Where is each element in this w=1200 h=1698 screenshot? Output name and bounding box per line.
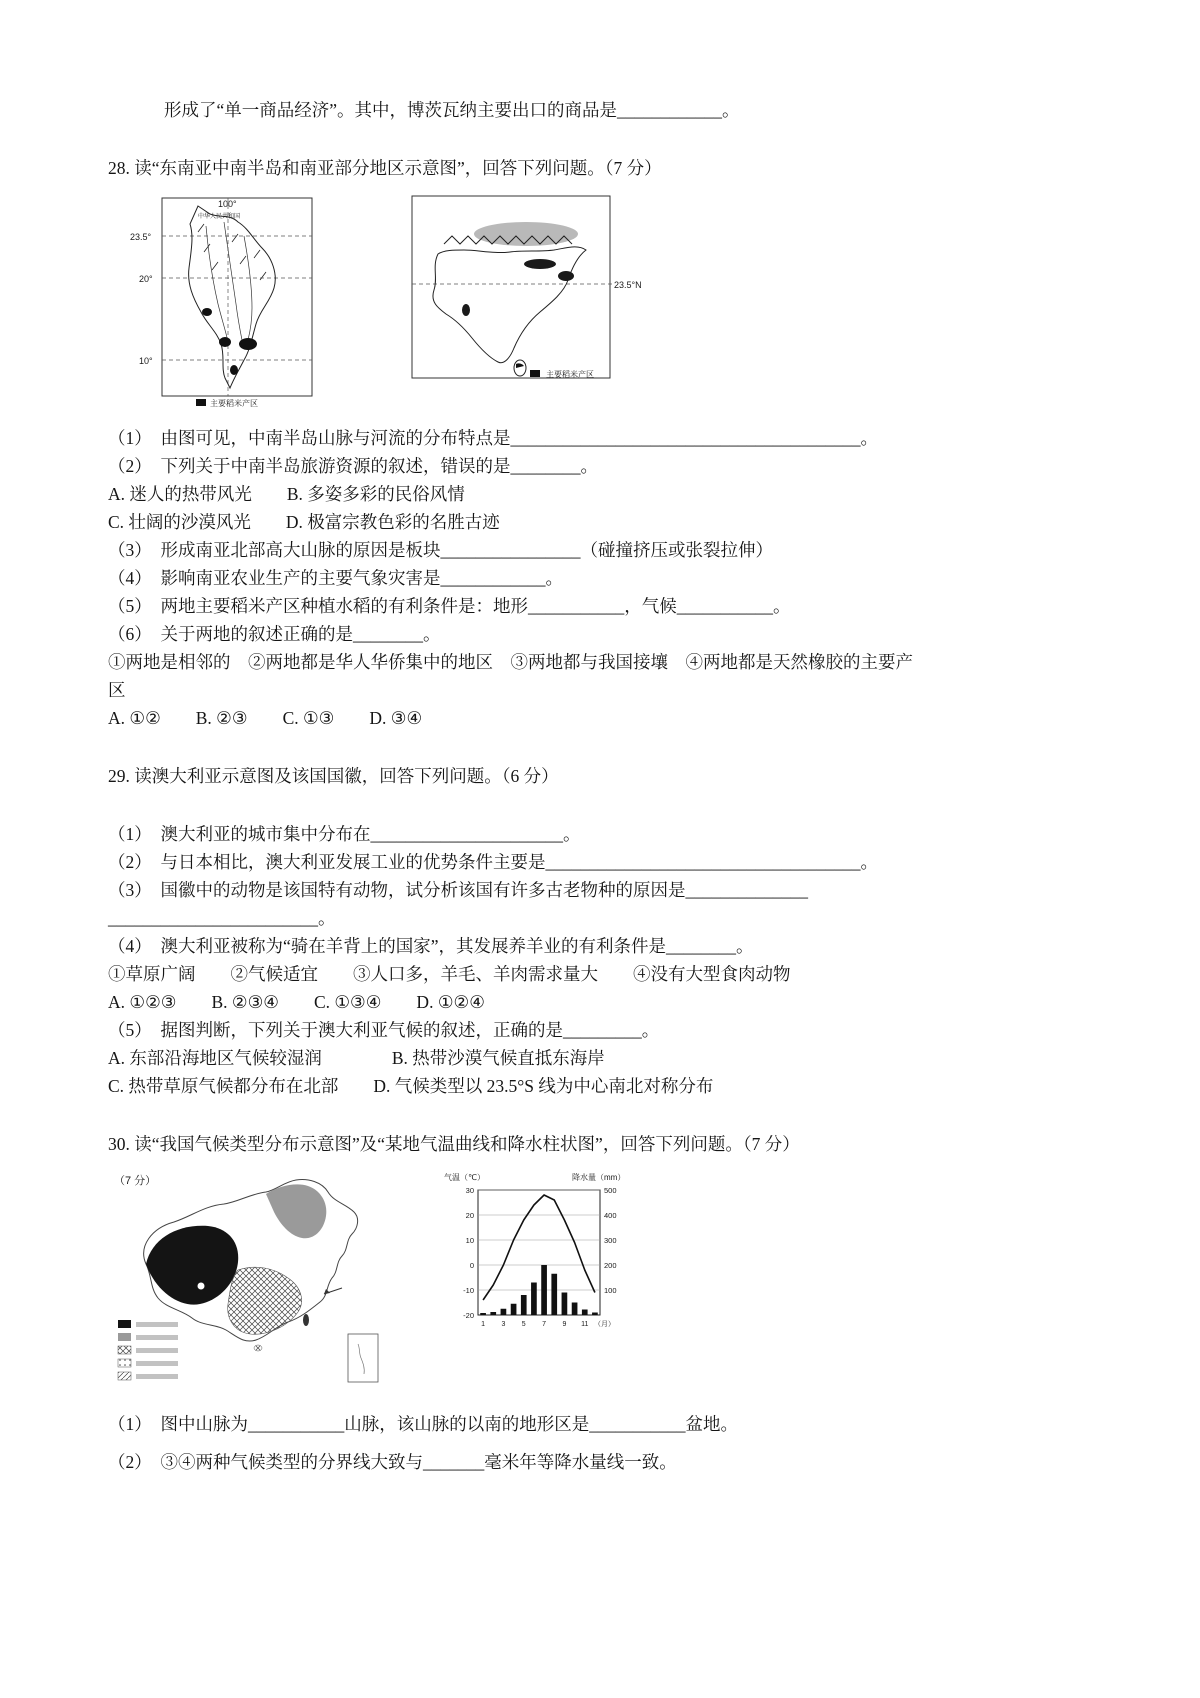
map1-legend-label: 主要稻米产区 bbox=[210, 399, 258, 408]
svg-text:200: 200 bbox=[604, 1261, 617, 1270]
map2-lat-label: 23.5°N bbox=[614, 280, 642, 290]
svg-text:气温（℃）: 气温（℃） bbox=[444, 1173, 485, 1182]
map1-country-label: 中华人民共和国 bbox=[198, 214, 241, 220]
map-china-climate bbox=[108, 1168, 396, 1396]
q30-sub-1: （1） 图中山脉为___________山脉，该山脉的以南的地形区是___________盆地。 bbox=[108, 1414, 738, 1434]
q28-figures bbox=[108, 192, 1105, 410]
svg-text:1: 1 bbox=[481, 1321, 486, 1328]
map-indochina bbox=[128, 192, 320, 410]
q28-sub-4: （4） 影响南亚农业生产的主要气象灾害是____________。 bbox=[108, 568, 563, 588]
map2-legend-label: 主要稻米产区 bbox=[546, 370, 594, 379]
climate-chart bbox=[440, 1168, 646, 1340]
map1-lat-label-10: 10° bbox=[139, 356, 153, 366]
svg-text:9: 9 bbox=[562, 1321, 567, 1328]
svg-text:7: 7 bbox=[542, 1321, 547, 1328]
q29-sub-3-wrap: ________________________。 bbox=[108, 908, 336, 928]
q28-title: 28. 读“东南亚中南半岛和南亚部分地区示意图”，回答下列问题。（7 分） bbox=[108, 158, 662, 178]
q28-options-cd: C. 壮阔的沙漠风光 D. 极富宗教色彩的名胜古迹 bbox=[108, 512, 500, 532]
svg-text:3: 3 bbox=[501, 1321, 506, 1328]
q28-statements-wrap: 区 bbox=[108, 680, 126, 700]
q28-statements: ①两地是相邻的 ②两地都是华人华侨集中的地区 ③两地都与我国接壤 ④两地都是天然橡胶的主要产 bbox=[108, 652, 913, 672]
map1-lat-label-20: 20° bbox=[139, 274, 153, 284]
svg-text:300: 300 bbox=[604, 1236, 617, 1245]
q29-options-cd: C. 热带草原气候都分布在北部 D. 气候类型以 23.5°S 线为中心南北对称分布 bbox=[108, 1076, 714, 1096]
q29-title: 29. 读澳大利亚示意图及该国国徽，回答下列问题。（6 分） bbox=[108, 766, 559, 786]
q29-answer-options: A. ①②③ B. ②③④ C. ①③④ D. ①②④ bbox=[108, 992, 485, 1012]
q28-options-ab: A. 迷人的热带风光 B. 多姿多彩的民俗风情 bbox=[108, 484, 465, 504]
map1-legend bbox=[196, 398, 258, 408]
q30-figures bbox=[108, 1168, 1105, 1396]
svg-text:500: 500 bbox=[604, 1186, 617, 1195]
svg-text:降水量（mm）: 降水量（mm） bbox=[572, 1173, 626, 1182]
q30-map-score-label: （7 分） bbox=[114, 1175, 157, 1187]
map-south-asia bbox=[408, 192, 646, 392]
svg-text:20: 20 bbox=[465, 1211, 474, 1220]
q28-sub-3: （3） 形成南亚北部高大山脉的原因是板块________________（碰撞挤压或张裂拉伸） bbox=[108, 540, 773, 560]
svg-text:-10: -10 bbox=[463, 1286, 474, 1295]
svg-text:400: 400 bbox=[604, 1211, 617, 1220]
q29-statements: ①草原广阔 ②气候适宜 ③人口多，羊毛、羊肉需求量大 ④没有大型食肉动物 bbox=[108, 964, 791, 984]
svg-text:10: 10 bbox=[465, 1236, 474, 1245]
svg-text:0: 0 bbox=[469, 1261, 474, 1270]
south-china-sea-inset bbox=[348, 1334, 378, 1382]
q29-sub-1: （1） 澳大利亚的城市集中分布在______________________。 bbox=[108, 824, 581, 844]
svg-text:11: 11 bbox=[581, 1321, 589, 1328]
q29-sub-2: （2） 与日本相比，澳大利亚发展工业的优势条件主要是____________________________________。 bbox=[108, 852, 878, 872]
svg-text:5: 5 bbox=[521, 1321, 526, 1328]
map-indochina-frame bbox=[162, 198, 312, 396]
map-south-asia-land bbox=[433, 222, 586, 376]
q29-sub-3: （3） 国徽中的动物是该国特有动物，试分析该国有许多古老物种的原因是______________ bbox=[108, 880, 808, 900]
intro-line: 形成了“单一商品经济”。其中，博茨瓦纳主要出口的商品是____________。 bbox=[164, 100, 740, 120]
map-indochina-land bbox=[189, 206, 276, 388]
map1-lat-label-23: 23.5° bbox=[130, 232, 152, 242]
q30-title: 30. 读“我国气候类型分布示意图”及“某地气温曲线和降水柱状图”，回答下列问题。（7 分） bbox=[108, 1134, 800, 1154]
map1-lon-label: 100° bbox=[218, 199, 237, 209]
svg-text:（月）: （月） bbox=[594, 1321, 615, 1328]
q28-sub-2: （2） 下列关于中南半岛旅游资源的叙述，错误的是________。 bbox=[108, 456, 598, 476]
q30-sub-2: （2） ③④两种气候类型的分界线大致与_______毫米年等降水量线一致。 bbox=[108, 1452, 677, 1472]
svg-text:-20: -20 bbox=[463, 1311, 474, 1320]
china-map-legend bbox=[118, 1320, 178, 1380]
q28-sub-5: （5） 两地主要稻米产区种植水稻的有利条件是：地形___________，气候___________。 bbox=[108, 596, 791, 616]
q28-answer-options: A. ①② B. ②③ C. ①③ D. ③④ bbox=[108, 708, 423, 728]
q29-sub-4: （4） 澳大利亚被称为“骑在羊背上的国家”，其发展养羊业的有利条件是________。 bbox=[108, 936, 754, 956]
q29-options-ab: A. 东部沿海地区气候较湿润 B. 热带沙漠气候直抵东海岸 bbox=[108, 1048, 605, 1068]
svg-text:30: 30 bbox=[465, 1186, 474, 1195]
q29-sub-5: （5） 据图判断，下列关于澳大利亚气候的叙述，正确的是_________。 bbox=[108, 1020, 660, 1040]
q28-sub-6: （6） 关于两地的叙述正确的是________。 bbox=[108, 624, 441, 644]
svg-text:100: 100 bbox=[604, 1286, 617, 1295]
q28-sub-1: （1） 由图可见，中南半岛山脉与河流的分布特点是________________________________________。 bbox=[108, 428, 878, 448]
